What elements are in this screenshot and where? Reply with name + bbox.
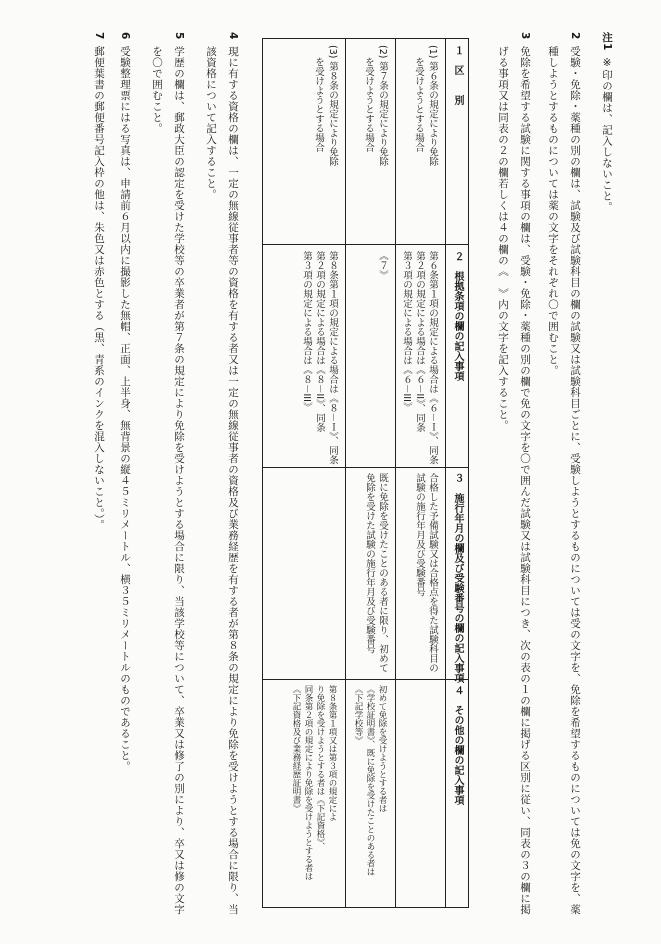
- note-number: 注1: [601, 32, 613, 51]
- row2-date-number-2: 免除を受けた試験の施行年月及び受験番号: [364, 473, 375, 654]
- row2-basis: 《７》: [377, 251, 388, 280]
- note-text: 受験整理票にはる写真は、申請前６月以内に撮影した無帽、正面、上半身、無背景の縦４５ミリメートル、横３５ミリメートルのものであること。: [119, 45, 131, 772]
- row2-category-cont: を受けようとする場合: [363, 57, 374, 152]
- note-3: [518, 32, 532, 915]
- note-number: 4: [227, 32, 239, 40]
- note-text: げる事項又は同表の２の欄若しくは４の欄の《 》内の文字を記入すること。: [497, 46, 509, 431]
- row3-other-4: 《下記資格及び業務経歴証明書》: [291, 685, 301, 813]
- note-text: ※印の欄は、記入しないこと。: [601, 56, 613, 213]
- row2-other-2: 《学校証明書》、既に免除を受けたことのある者は: [365, 685, 375, 877]
- note-text: 学歴の欄は、郵政大臣の認定を受けた学校等の卒業者が第７条の規定により免除を受けようとする場合に限り、当該学校等について、卒業又は修了の別により、卒又は修の文字: [173, 45, 185, 915]
- row3-basis: 第８条第１項の規定による場合は《８－Ｉ》、同条: [327, 251, 338, 465]
- note-number: 6: [119, 32, 131, 40]
- note-5: [172, 32, 186, 915]
- row3-basis-3: 第３項の規定による場合は《８－III》: [301, 251, 312, 412]
- row2-category: (2) 第７条の規定により免除: [377, 45, 388, 166]
- row3-other-3: 同条第２項の規定により免除を受けようとする者は: [303, 685, 313, 881]
- note-2: [568, 32, 582, 915]
- row3-basis-2: 第２項の規定による場合は《８－II》、同条: [314, 251, 325, 433]
- row1-category: (1) 第６条の規定により免除: [427, 45, 438, 166]
- note-2-cont: [546, 46, 560, 376]
- note-text: 郵便葉書の郵便番号記入枠の他は、朱色又は赤色とする（黒、青系のインクを混入しないこと。）。: [93, 45, 105, 531]
- note-text: 該資格について記入すること。: [205, 46, 217, 200]
- row2-date-number: 既に免除を受けたことのある者に限り、初めて: [377, 473, 388, 673]
- exemption-table: [262, 38, 469, 908]
- note-7: [92, 32, 106, 530]
- header-basis: ２ 根拠条項の欄の記入事項: [452, 251, 463, 381]
- header-date-number: ３ 施行年月の欄及び受験番号の欄の記入事項: [452, 473, 463, 683]
- row1-basis-2: 第２項の規定による場合は《６－II》、同条: [414, 251, 425, 433]
- row3-other-2: り免除を受けようとする者は《下記資格》、: [315, 685, 325, 851]
- note-4: [226, 32, 240, 915]
- row1-basis-3: 第３項の規定による場合は《６－III》: [401, 251, 412, 412]
- note-text: 現に有する資格の欄は、一定の無線従事者等の資格を有する者又は一定の無線従事者の資格及び業務経歴を有する者が第８条の規定により免除を受けようとする場合に限り、当: [227, 45, 239, 915]
- row2-other-3: 《下記学校等》: [353, 685, 363, 745]
- note-4-cont: [204, 46, 218, 200]
- note-1: [600, 32, 614, 212]
- header-other: ４ その他の欄の記入事項: [452, 685, 463, 805]
- note-number: 2: [569, 32, 581, 40]
- row1-date-number: 合格した予備試験又は合格点を得た試験科目の: [427, 473, 438, 673]
- note-text: 受験・免除・薬種の別の欄は、試験及び試験科目の欄の試験又は試験科目ごとに、受験しようとするものについては受の文字を、免除を希望するものについては免の文字を、薬: [569, 45, 581, 915]
- row1-basis: 第６条第１項の規定による場合は《６－Ｉ》、同条: [427, 251, 438, 465]
- row1-date-number-2: 試験の施行年月及び受験番号: [414, 473, 425, 597]
- note-text: 種しようとするものについては薬の文字をそれぞれ〇で囲むこと。: [547, 46, 559, 376]
- header-category: １ 区 別: [452, 45, 463, 105]
- note-6: [118, 32, 132, 772]
- row2-other: 初めて免除を受けようとする者は: [377, 685, 387, 813]
- note-text: 免除を希望する試験に関する事項の欄は、受験・免除・薬種の別の欄で免の文字を〇で囲んだ試験又は試験科目につき、次の表の１の欄に掲げる区別に従い、同表の３の欄に掲: [519, 45, 531, 915]
- row1-category-cont: を受けようとする場合: [413, 57, 424, 152]
- row3-other: 第８条第１項又は第３項の規定によ: [327, 685, 337, 821]
- note-number: 7: [93, 32, 105, 40]
- note-text: を〇で囲むこと。: [151, 46, 163, 134]
- note-3-cont: [496, 46, 510, 431]
- note-5-cont: [150, 46, 164, 134]
- note-number: 5: [173, 32, 185, 40]
- note-number: 3: [519, 32, 531, 40]
- row3-category-cont: を受けようとする場合: [313, 57, 324, 152]
- row3-category: (3) 第８条の規定により免除: [327, 45, 338, 166]
